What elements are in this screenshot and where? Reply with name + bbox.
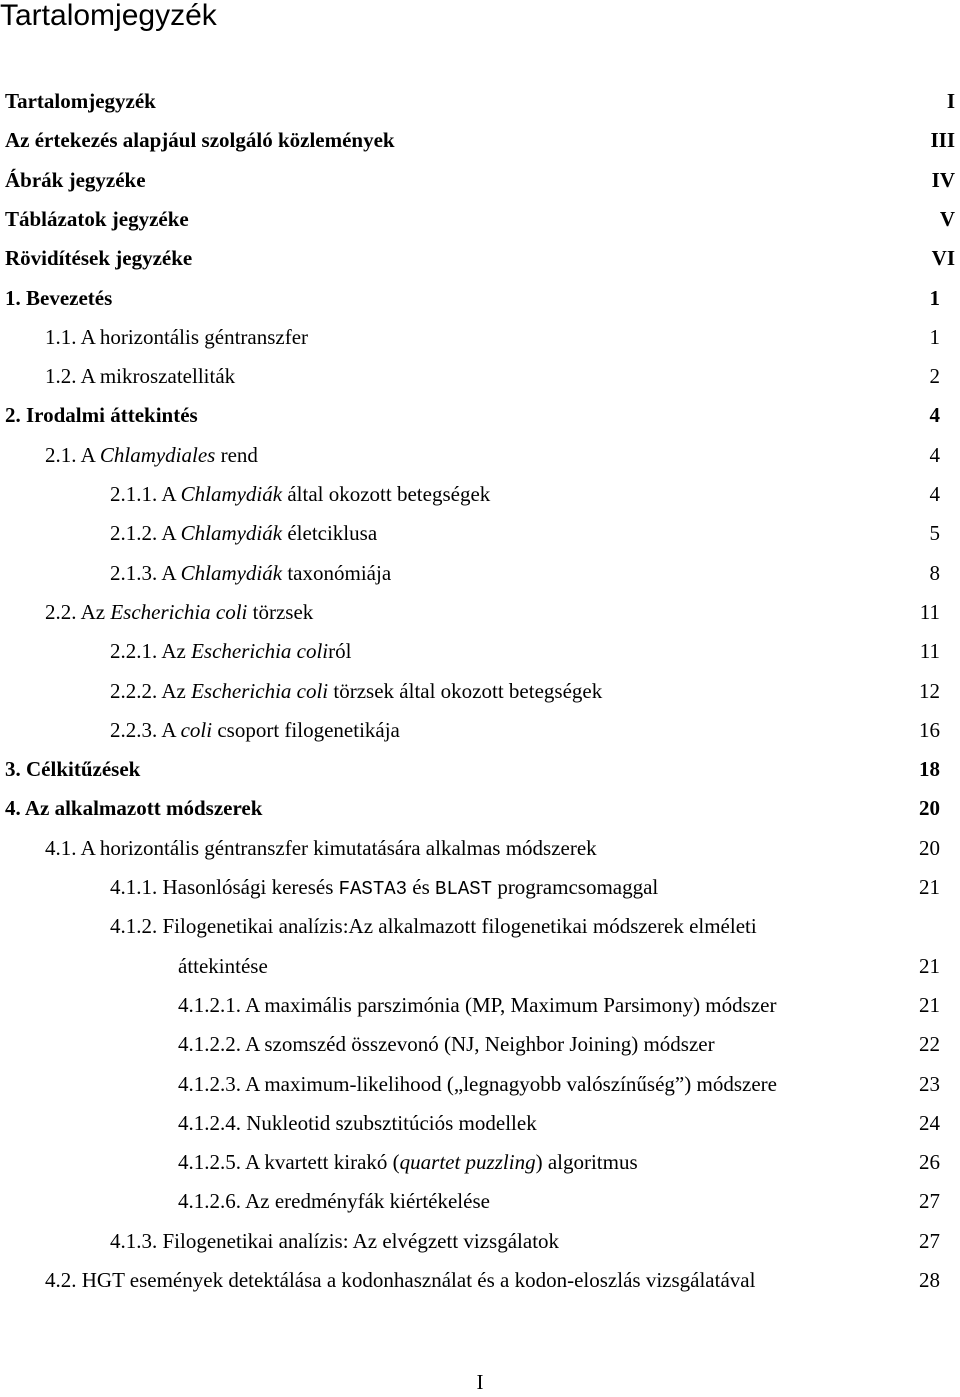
- toc-entry-title: áttekintése: [178, 953, 268, 978]
- toc-entry-number: 2.2.2.: [110, 678, 162, 703]
- toc-entry-number: 3.: [5, 757, 26, 782]
- toc-entry-number: 4.: [5, 796, 25, 821]
- toc-entry-title: rend: [215, 442, 258, 467]
- toc-entry[interactable]: [178, 990, 940, 1020]
- toc-entry-title: A szomszéd összevonó (NJ, Neighbor Joining) módszer: [245, 1032, 715, 1057]
- toc-entry-page: V: [939, 206, 955, 231]
- toc-entry-title: Escherichia coli: [110, 599, 248, 624]
- toc-entry[interactable]: [178, 1029, 940, 1059]
- toc-entry-title: A mikroszatelliták: [80, 364, 236, 389]
- toc-entry-page: 27: [919, 1228, 940, 1253]
- toc-entry-title: A: [161, 482, 181, 506]
- toc-entry-title: Az eredményfák kiértékelése: [245, 1189, 490, 1214]
- toc-entry-title: törzsek által okozott betegségek: [328, 678, 603, 703]
- toc-entry-number: 2.1.3.: [110, 560, 162, 585]
- toc-entry-page: 12: [919, 678, 940, 703]
- toc-entry[interactable]: [45, 322, 940, 352]
- toc-entry-number: 4.1.2.3.: [178, 1071, 246, 1096]
- toc-entry-number: 2.1.1.: [110, 482, 162, 506]
- toc-entry-number: 4.1.2.4.: [178, 1110, 247, 1135]
- toc-entry-number: 2.1.: [45, 442, 81, 467]
- toc-entry-page: 21: [919, 992, 940, 1017]
- toc-entry-title: A: [161, 560, 181, 585]
- toc-entry-number: 4.1.2.6.: [178, 1189, 246, 1214]
- toc-entry[interactable]: [178, 1069, 940, 1099]
- toc-entry-title: Chlamydiales: [99, 442, 216, 467]
- toc-entry-number: 2.1.2.: [110, 521, 162, 546]
- toc-entry[interactable]: [5, 754, 940, 784]
- toc-entry-title: Escherichia coli: [191, 639, 329, 664]
- toc-entry-number: 4.1.: [45, 835, 81, 860]
- toc-entry-title: Chlamydiák: [180, 560, 283, 585]
- toc-entry-title: Filogenetikai analízis:Az alkalmazott filogenetikai módszerek elméleti: [162, 914, 757, 939]
- toc-entry-page: 8: [929, 560, 940, 585]
- toc-entry[interactable]: [5, 283, 940, 313]
- toc-entry-title: Az: [80, 599, 111, 624]
- toc-entry-page: 4: [929, 482, 940, 506]
- toc-entry-page: 11: [919, 639, 940, 664]
- toc-entry-title: BLAST: [435, 878, 493, 900]
- toc-entry-title: Chlamydiák: [180, 482, 283, 506]
- toc-entry-page: III: [930, 128, 955, 153]
- toc-entry[interactable]: [5, 86, 955, 116]
- toc-entry-number: 4.1.2.2.: [178, 1032, 246, 1057]
- toc-entry-title: coli: [180, 717, 213, 742]
- toc-entry-title: A horizontális géntranszfer: [80, 324, 309, 349]
- toc-entry-number: 4.1.3.: [110, 1228, 163, 1253]
- toc-entry-page: 1: [929, 285, 940, 310]
- toc-entry-page: 21: [919, 953, 940, 978]
- toc-entry-title: A kvartett kirakó (: [245, 1150, 400, 1175]
- toc-entry-page: 18: [919, 757, 940, 782]
- toc-entry-page: I: [946, 89, 955, 113]
- toc-entry-number: 4.2.: [45, 1268, 82, 1292]
- toc-entry-title: HGT események detektálása a kodonhasználat és a kodon-eloszlás vizsgálatával: [81, 1268, 756, 1292]
- toc-entry-page: 11: [919, 599, 940, 624]
- toc-entry-number: 1.1.: [45, 324, 81, 349]
- toc-entry-title: A: [161, 717, 181, 742]
- toc-entry-page: 16: [919, 717, 940, 742]
- page-title: Tartalomjegyzék: [0, 0, 217, 32]
- toc-entry[interactable]: [110, 872, 940, 902]
- toc-entry-title: quartet puzzling: [399, 1150, 536, 1175]
- toc-entry-number: 2.2.1.: [110, 639, 162, 664]
- toc-entry[interactable]: [45, 361, 940, 391]
- toc-entry-title: taxonómiája: [282, 560, 392, 585]
- toc-entry[interactable]: [110, 636, 940, 666]
- toc-entry-title: által okozott betegségek: [282, 482, 491, 506]
- toc-entry[interactable]: [110, 558, 940, 588]
- toc-entry-title: A: [80, 442, 100, 467]
- toc-entry-title: Az: [161, 639, 192, 664]
- toc-entry-page: 27: [919, 1189, 940, 1214]
- toc-entry-page: 26: [919, 1150, 940, 1175]
- toc-entry[interactable]: [45, 833, 940, 863]
- toc-entry-page: 20: [919, 796, 940, 821]
- toc-entry-title: Az: [161, 678, 192, 703]
- toc-entry-number: 4.1.2.5.: [178, 1150, 246, 1175]
- toc-entry[interactable]: [110, 676, 940, 706]
- toc-entry-page: 5: [929, 521, 940, 546]
- toc-entry[interactable]: [110, 911, 940, 941]
- toc-entry-page: VI: [931, 246, 955, 271]
- toc-entry-title: Chlamydiák: [180, 521, 283, 546]
- toc-entry-title: Hasonlósági keresés: [162, 875, 339, 899]
- toc-entry[interactable]: [178, 951, 940, 981]
- toc-entry-title: csoport filogenetikája: [212, 717, 400, 742]
- toc-entry[interactable]: [110, 518, 940, 548]
- toc-entry-number: 1.: [5, 285, 26, 310]
- toc-entry-number: 2.: [5, 403, 26, 428]
- toc-entry[interactable]: [178, 1186, 940, 1216]
- toc-entry-number: 4.1.2.1.: [178, 992, 246, 1017]
- toc-entry[interactable]: [5, 243, 955, 273]
- toc-entry[interactable]: [45, 597, 940, 627]
- toc-entry-title: életciklusa: [282, 521, 378, 546]
- toc-entry-number: 4.1.2.: [110, 914, 163, 939]
- toc-entry-title: ) algoritmus: [535, 1150, 638, 1175]
- toc-entry-title: Célkitűzések: [26, 757, 141, 782]
- toc-entry-page: 4: [929, 403, 940, 428]
- toc-entry-title: Escherichia coli: [191, 678, 329, 703]
- toc-entry-title: A: [161, 521, 181, 546]
- toc-entry-page: IV: [931, 167, 955, 192]
- toc-entry-title: Rövidítések jegyzéke: [5, 246, 193, 271]
- toc-entry-title: Irodalmi áttekintés: [26, 403, 198, 428]
- toc-entry-page: 22: [919, 1032, 940, 1057]
- toc-entry-number: 2.2.: [45, 599, 81, 624]
- toc-entry-page: 23: [919, 1071, 940, 1096]
- toc-entry[interactable]: [110, 479, 940, 509]
- toc-entry-title: és: [407, 875, 436, 899]
- toc-entry-number: 1.2.: [45, 364, 81, 389]
- toc-entry-page: 2: [929, 364, 940, 389]
- toc-entry-title: Nukleotid szubsztitúciós modellek: [246, 1110, 537, 1135]
- toc-entry-title: törzsek: [247, 599, 314, 624]
- toc-entry-title: A horizontális géntranszfer kimutatására alkalmas módszerek: [80, 835, 597, 860]
- toc-entry-title: Bevezetés: [26, 285, 113, 310]
- toc-entry-title: Ábrák jegyzéke: [5, 167, 146, 192]
- toc-entry[interactable]: [178, 1147, 940, 1177]
- toc-entry[interactable]: [178, 1108, 940, 1138]
- toc-entry[interactable]: [45, 440, 940, 470]
- toc-entry[interactable]: [5, 125, 955, 155]
- toc-entry[interactable]: [110, 715, 940, 745]
- toc-entry-title: FASTA3: [338, 878, 408, 900]
- toc-entry-page: 20: [919, 835, 940, 860]
- toc-entry[interactable]: [5, 400, 940, 430]
- toc-entry[interactable]: [45, 1265, 940, 1295]
- toc-entry-title: Táblázatok jegyzéke: [5, 206, 189, 231]
- toc-entry-page: 4: [929, 442, 940, 467]
- toc-entry[interactable]: [110, 1226, 940, 1256]
- toc-entry[interactable]: [5, 204, 955, 234]
- toc-entry[interactable]: [5, 793, 940, 823]
- toc-entry-number: 2.2.3.: [110, 717, 162, 742]
- toc-entry-title: Tartalomjegyzék: [5, 89, 156, 113]
- toc-entry[interactable]: [5, 165, 955, 195]
- toc-entry-page: 24: [919, 1110, 940, 1135]
- toc-entry-title: Az alkalmazott módszerek: [24, 796, 263, 821]
- toc-entry-page: 28: [919, 1268, 940, 1292]
- toc-entry-title: A maximális parszimónia (MP, Maximum Parsimony) módszer: [245, 992, 777, 1017]
- page-number-footer: I: [476, 1370, 484, 1394]
- toc-entry-title: Az értekezés alapjául szolgáló közlemények: [5, 128, 395, 153]
- toc-entry-number: 4.1.1.: [110, 875, 163, 899]
- toc-entry-page: 21: [919, 875, 940, 899]
- toc-entry-title: Filogenetikai analízis: Az elvégzett vizsgálatok: [162, 1228, 560, 1253]
- toc-entry-title: ról: [328, 639, 352, 664]
- toc-entry-title: A maximum-likelihood („legnagyobb valószínűség”) módszere: [245, 1071, 777, 1096]
- toc-entry-page: 1: [929, 324, 940, 349]
- toc-entry-title: programcsomaggal: [492, 875, 659, 899]
